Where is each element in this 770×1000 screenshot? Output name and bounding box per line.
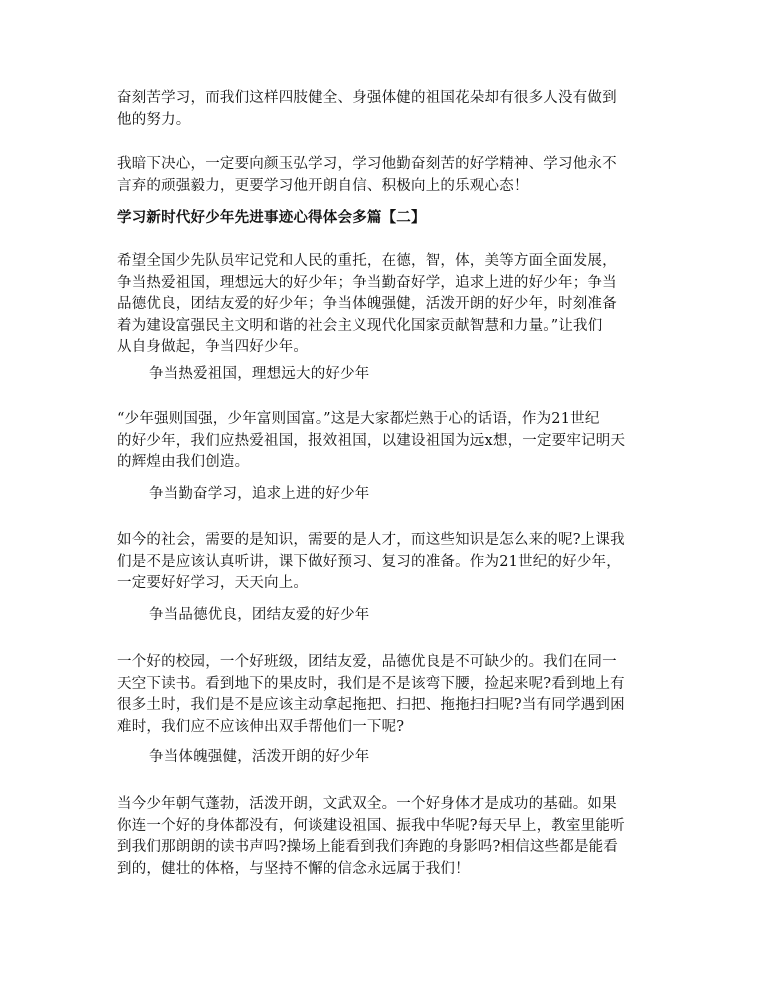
paragraph-line: 很多土时，我们是不是应该主动拿起拖把、扫把、拖拖扫扫呢?当有同学遇到困 <box>117 697 625 713</box>
paragraph-line: 争当热爱祖国，理想远大的好少年；争当勤奋好学，追求上进的好少年；争当 <box>117 274 617 291</box>
paragraph-line: 当今少年朝气蓬勃，活泼开朗，文武双全。一个好身体才是成功的基础。如果 <box>117 796 617 812</box>
paragraph-line: 他的努力。 <box>117 111 191 128</box>
paragraph-line: 奋刻苦学习，而我们这样四肢健全、身强体健的祖国花朵却有很多人没有做到 <box>117 90 617 106</box>
paragraph-3 <box>117 251 657 359</box>
section-heading-text: 学习新时代好少年先进事迹心得体会多篇【二】 <box>117 209 426 226</box>
subheading-3 <box>149 605 689 627</box>
paragraph-2 <box>117 154 657 197</box>
paragraph-line: 品德优良，团结友爱的好少年；争当体魄强健，活泼开朗的好少年，时刻准备 <box>117 296 617 312</box>
paragraph-line: 一个好的校园，一个好班级，团结友爱，品德优良是不可缺少的。我们在同一 <box>117 654 617 670</box>
paragraph-line: “少年强则国强，少年富则国富。”这是大家都烂熟于心的话语，作为21世纪 <box>117 411 600 427</box>
paragraph-4 <box>117 409 657 474</box>
paragraph-line: 从自身做起，争当四好少年。 <box>117 339 309 355</box>
section-heading <box>117 207 657 229</box>
paragraph-line: 难时，我们应不应该伸出双手帮他们一下呢? <box>117 718 405 735</box>
paragraph-line: 天空下读书。看到地下的果皮时，我们是不是该弯下腰，捡起来呢?看到地上有 <box>117 675 625 692</box>
subheading-text: 争当勤奋学习，追求上进的好少年 <box>149 486 370 502</box>
paragraph-line: 希望全国少先队员牢记党和人民的重托，在德，智，体，美等方面全面发展， <box>117 253 617 269</box>
paragraph-7 <box>117 794 657 880</box>
subheading-1 <box>149 364 689 386</box>
paragraph-line: 的辉煌由我们创造。 <box>117 454 250 470</box>
paragraph-1 <box>117 88 657 131</box>
paragraph-line: 着为建设富强民主文明和谐的社会主义现代化国家贡献智慧和力量。”让我们 <box>117 317 603 334</box>
paragraph-line: 如今的社会，需要的是知识，需要的是人才，而这些知识是怎么来的呢?上课我 <box>117 532 625 548</box>
paragraph-line: 到的，健壮的体格，与坚持不懈的信念永远属于我们！ <box>117 860 470 877</box>
paragraph-line: 一定要好好学习，天天向上。 <box>117 575 309 591</box>
subheading-text: 争当品德优良，团结友爱的好少年 <box>149 607 370 623</box>
paragraph-line: 言弃的顽强毅力，更要学习他开朗自信、积极向上的乐观心态！ <box>117 177 529 194</box>
subheading-4 <box>149 747 689 769</box>
paragraph-5 <box>117 530 657 595</box>
subheading-text: 争当热爱祖国，理想远大的好少年 <box>149 366 370 382</box>
paragraph-line: 你连一个好的身体都没有，何谈建设祖国、振我中华呢?每天早上，教室里能听 <box>117 817 625 834</box>
paragraph-line: 的好少年，我们应热爱祖国，报效祖国，以建设祖国为远x想，一定要牢记明天 <box>117 432 626 449</box>
paragraph-6 <box>117 652 657 738</box>
paragraph-line: 们是不是应该认真听讲，课下做好预习、复习的准备。作为21世纪的好少年， <box>117 553 621 570</box>
subheading-2 <box>149 484 689 506</box>
subheading-text: 争当体魄强健，活泼开朗的好少年 <box>149 749 370 765</box>
paragraph-line: 到我们那朗朗的读书声吗?操场上能看到我们奔跑的身影吗?相信这些都是能看 <box>117 839 619 855</box>
paragraph-line: 我暗下决心，一定要向颜玉弘学习，学习他勤奋刻苦的好学精神、学习他永不 <box>117 156 617 172</box>
